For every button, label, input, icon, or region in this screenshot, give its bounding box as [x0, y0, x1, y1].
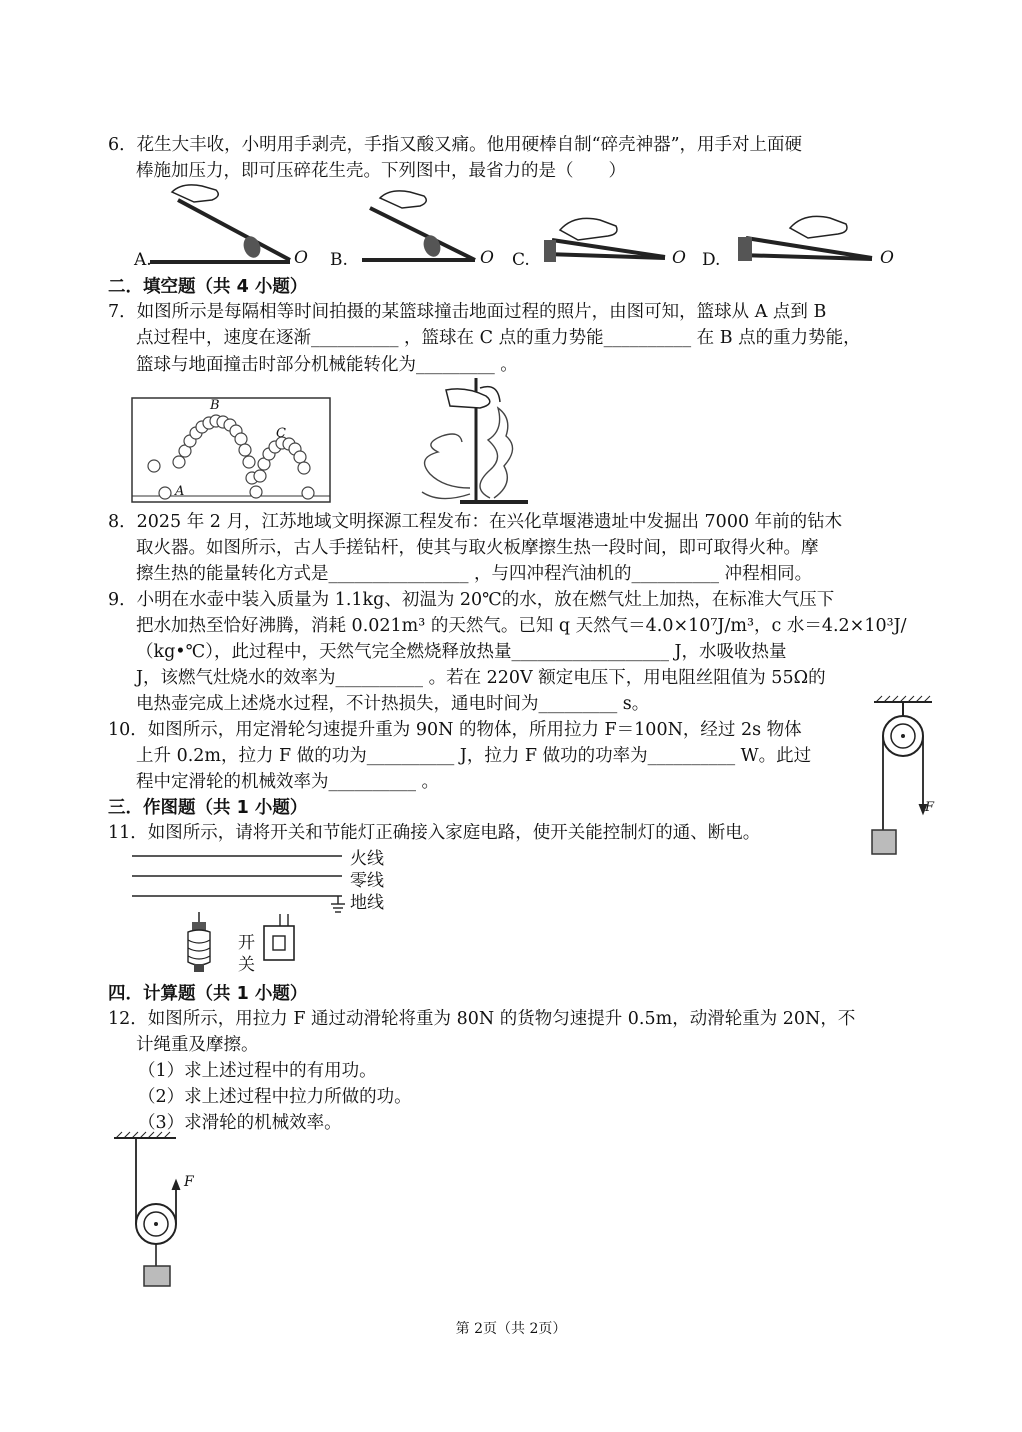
label-a: A	[175, 484, 185, 499]
lever-option-b	[362, 191, 475, 260]
q10-line1: 10．如图所示，用定滑轮匀速提升重为 90N 的物体，所用拉力 F＝100N，经过 2s 物体	[108, 720, 802, 740]
pivot-d: O	[880, 248, 894, 268]
pivot-c: O	[672, 248, 686, 268]
q9-line3: （kg•℃），此过程中，天然气完全燃烧释放热量__________________ J，水吸收热量	[136, 642, 787, 662]
page-footer: 第 2页（共 2页）	[455, 1321, 567, 1337]
ground-wire-label: 地线	[350, 893, 384, 913]
q9-line5: 电热壶完成上述烧水过程，不计热损失，通电时间为_________ s。	[136, 694, 650, 714]
label-b: B	[210, 398, 220, 413]
q8-line1: 8．2025 年 2 月，江苏地域文明探源工程发布：在兴化草堰港遗址中发掘出 7000 年前的钻木	[108, 512, 843, 532]
switch-label-top: 开	[238, 933, 255, 953]
q12-force-label: F	[184, 1174, 194, 1190]
section-2-heading: 二．填空题（共 4 小题）	[108, 277, 308, 297]
neutral-wire-label: 零线	[350, 871, 384, 891]
q6-lever-figures	[100, 180, 1000, 270]
q7-line3: 篮球与地面撞击时部分机械能转化为_________ 。	[136, 355, 518, 375]
q10-force-label: F	[925, 800, 935, 815]
switch-label-bottom: 关	[238, 955, 255, 975]
switch-icon	[264, 914, 294, 960]
section-3-heading: 三．作图题（共 1 小题）	[108, 798, 308, 818]
fire-drill-figure	[410, 378, 530, 508]
q7-line2: 点过程中，速度在逐渐__________ ，篮球在 C 点的重力势能__________ 在 B 点的重力势能，	[136, 328, 861, 348]
q10-line2: 上升 0.2m，拉力 F 做的功为__________ J，拉力 F 做功的功率为__________ W。此过	[136, 746, 812, 766]
q12-line1: 12．如图所示，用拉力 F 通过动滑轮将重为 80N 的货物匀速提升 0.5m，动滑轮重为 20N，不	[108, 1009, 856, 1029]
q6-line2: 棒施加压力，即可压碎花生壳。下列图中，最省力的是（ ）	[136, 161, 626, 181]
option-d-label: D.	[702, 250, 721, 270]
q7-line1: 7．如图所示是每隔相等时间拍摄的某篮球撞击地面过程的照片，由图可知，篮球从 A 点到 B	[108, 302, 827, 322]
q12-sub3: （3）求滑轮的机械效率。	[138, 1113, 342, 1133]
option-a-label: A.	[134, 250, 152, 270]
q9-line4: J，该燃气灶烧水的效率为__________ 。若在 220V 额定电压下，用电阻丝阻值为 55Ω的	[136, 668, 826, 688]
energy-saving-lamp-icon	[188, 912, 210, 972]
section-4-heading: 四．计算题（共 1 小题）	[108, 984, 308, 1004]
q9-line2: 把水加热至恰好沸腾，消耗 0.021m³ 的天然气。已知 q 天然气＝4.0×10⁷J/m³，c 水＝4.2×10³J/	[136, 616, 907, 636]
pivot-b: O	[480, 248, 494, 268]
pivot-a: O	[294, 248, 308, 268]
q12-sub1: （1）求上述过程中的有用功。	[138, 1061, 377, 1081]
fixed-pulley-figure	[868, 694, 938, 864]
q6-line1: 6．花生大丰收，小明用手剥壳，手指又酸又痛。他用硬棒自制“碎壳神器”，用手对上面硬	[108, 135, 803, 155]
label-c: C	[276, 426, 286, 441]
q10-line3: 程中定滑轮的机械效率为__________ 。	[136, 772, 440, 792]
option-c-label: C.	[512, 250, 530, 270]
q12-sub2: （2）求上述过程中拉力所做的功。	[138, 1087, 412, 1107]
lever-option-d	[738, 216, 872, 261]
q11-line1: 11．如图所示，请将开关和节能灯正确接入家庭电路，使开关能控制灯的通、断电。	[108, 823, 761, 843]
basketball-photo-figure	[132, 396, 332, 506]
q8-line3: 擦生热的能量转化方式是________________ ，与四冲程汽油机的__________ 冲程相同。	[136, 564, 813, 584]
lever-option-a	[150, 185, 290, 262]
option-b-label: B.	[330, 250, 348, 270]
lever-option-c	[544, 218, 665, 262]
q8-line2: 取火器。如图所示，古人手搓钻杆，使其与取火板摩擦生热一段时间，即可取得火种。摩	[136, 538, 819, 558]
q9-line1: 9．小明在水壶中装入质量为 1.1kg、初温为 20℃的水，放在燃气灶上加热，在标准大气压下	[108, 590, 835, 610]
fire-wire-label: 火线	[350, 849, 384, 869]
q12-line2: 计绳重及摩擦。	[136, 1035, 259, 1055]
movable-pulley-figure	[110, 1130, 200, 1290]
